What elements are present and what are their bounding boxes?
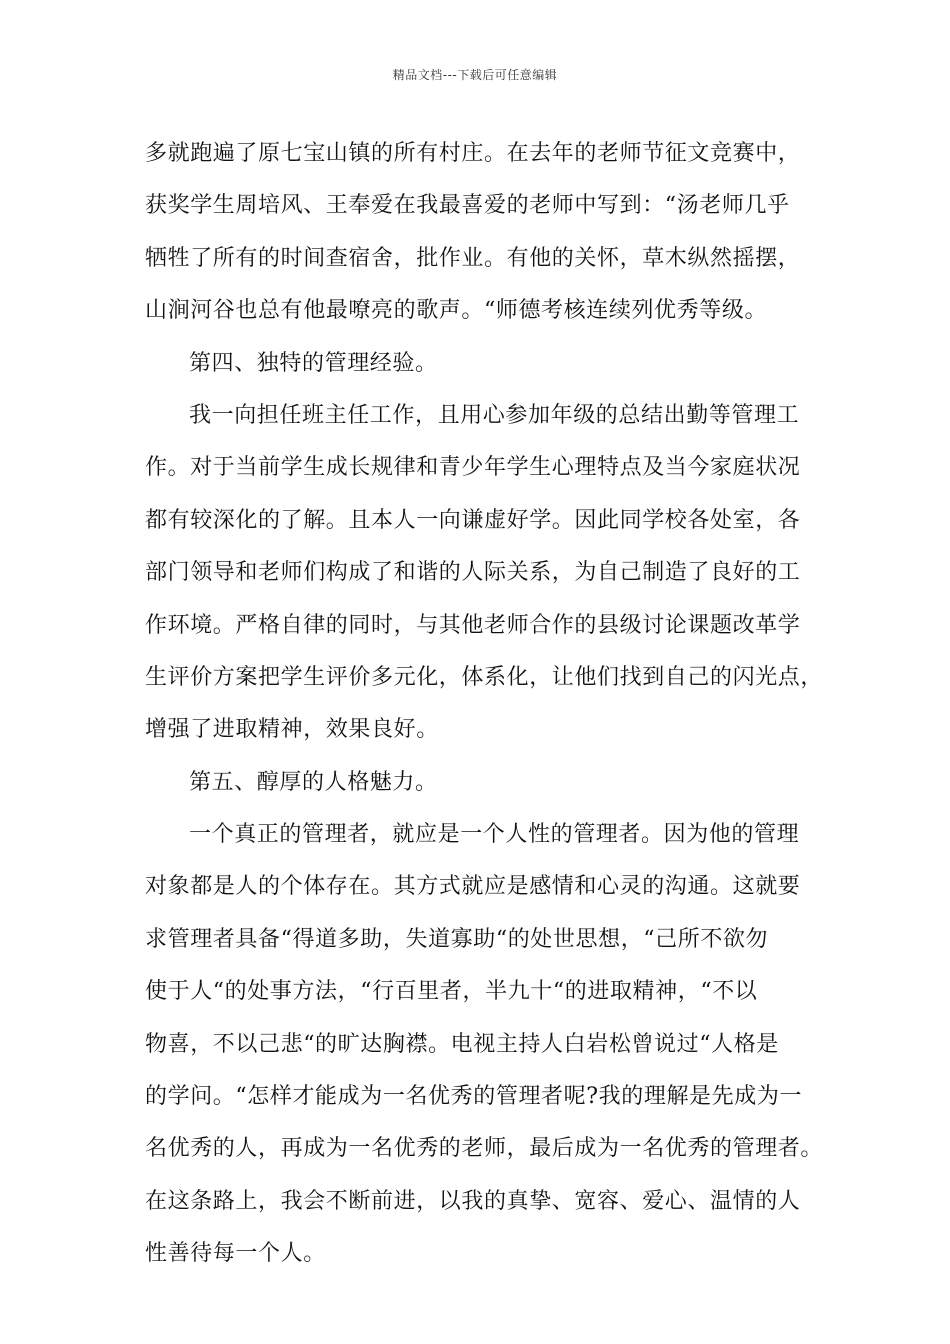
text-line: 一个真正的管理者，就应是一个人性的管理者。因为他的管理 xyxy=(189,822,800,848)
text-line: 物喜，不以己悲“的旷达胸襟。电视主持人白岩松曾说过“人格是 xyxy=(145,1031,779,1057)
text-line: 求管理者具备“得道多助，失道寡助“的处世思想，“己所不欲勿 xyxy=(145,926,769,952)
text-line: 牺牲了所有的时间查宿舍，批作业。有他的关怀，草木纵然摇摆， xyxy=(145,245,801,271)
text-line: 增强了进取精神，效果良好。 xyxy=(145,717,439,743)
text-line: 性善待每一个人。 xyxy=(145,1241,326,1267)
text-line: 第五、醇厚的人格魅力。 xyxy=(189,769,438,795)
text-line: 生评价方案把学生评价多元化，体系化，让他们找到自己的闪光点， xyxy=(145,664,824,690)
text-line: 名优秀的人，再成为一名优秀的老师，最后成为一名优秀的管理者。 xyxy=(145,1136,824,1162)
text-line: 对象都是人的个体存在。其方式就应是感情和心灵的沟通。这就要 xyxy=(145,874,801,900)
text-line: 作环境。严格自律的同时，与其他老师合作的县级讨论课题改革学 xyxy=(145,612,801,638)
text-line: 山涧河谷也总有他最嘹亮的歌声。“师德考核连续列优秀等级。 xyxy=(145,298,768,324)
text-line: 作。对于当前学生成长规律和青少年学生心理特点及当今家庭状况 xyxy=(145,455,801,481)
text-line: 我一向担任班主任工作，且用心参加年级的总结出勤等管理工 xyxy=(189,402,800,428)
text-line: 第四、独特的管理经验。 xyxy=(189,350,438,376)
text-line: 多就跑遍了原七宝山镇的所有村庄。在去年的老师节征文竞赛中， xyxy=(145,141,801,166)
text-line: 部门领导和老师们构成了和谐的人际关系，为自己制造了良好的工 xyxy=(145,560,801,586)
text-line: 获奖学生周培风、王奉爱在我最喜爱的老师中写到：“汤老师几乎 xyxy=(145,193,790,219)
text-line: 都有较深化的了解。且本人一向谦虚好学。因此同学校各处室，各 xyxy=(145,507,801,533)
text-line: 的学问。“怎样才能成为一名优秀的管理者呢?我的理解是先成为一 xyxy=(145,1084,803,1110)
document-body xyxy=(145,128,825,1281)
page-header: 精品文档---下载后可任意编辑 xyxy=(392,68,558,82)
text-line: 在这条路上，我会不断前进，以我的真挚、宽容、爱心、温情的人 xyxy=(145,1188,801,1214)
text-line: 使于人“的处事方法，“行百里者，半九十“的进取精神，“不以 xyxy=(145,979,758,1005)
